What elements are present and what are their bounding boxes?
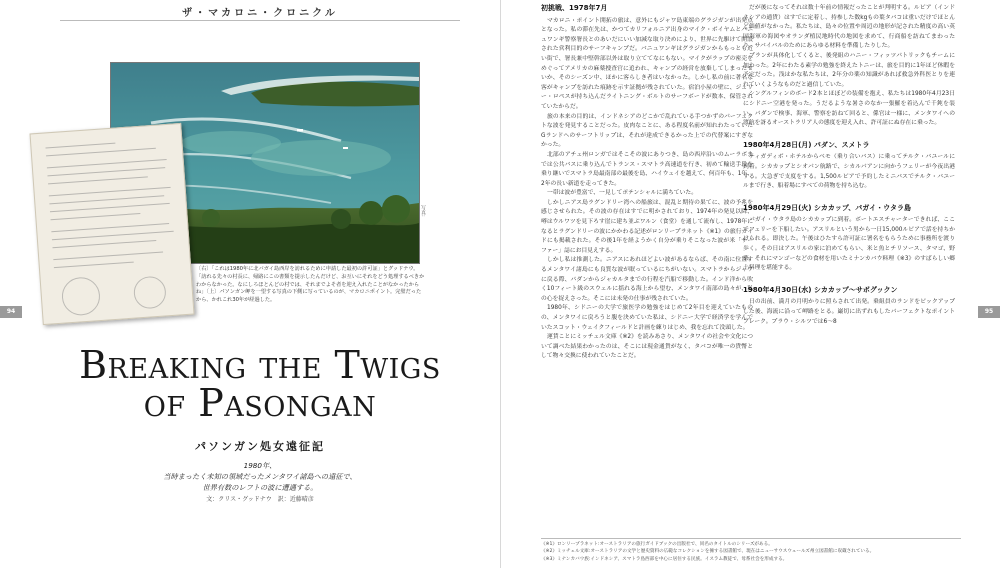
footnote: 《※2》ミッチェル文庫:オーストラリアの文学と歴史資料の広範なコレクションを擁する図書館で、現在はニューサウスウェールズ州立図書館に収蔵されている。 [541,549,875,555]
article-subtitle: パソンガン処女遠征記 [195,440,325,453]
body-paragraph: 運賃ことにミッチェル文庫《※2》を読みあさり、メンタワイの社会や文化について調べた結果わかったのは、そこには現金通貨がなく、タバコが唯一の貨幣として物々交換に使われていたことだ。 [541,334,753,360]
photo-credit: 写真: [420,205,426,217]
headline-line-1: Breaking the Twigs [79,343,441,387]
body-paragraph: パガイ・ウタラ島のシカカップに到着。ボートエスチャーターできれば、ここでフェリーを下船したい。アスリルという男から一日15,000ルピアで話を持ちかけられる。即決した。午後はひたすら許可証に署名をもらうために事務所を渡り歩く。その日はアスリルの家に泊めてもらい、米と魚とチリソース、タマゴ、野菜。それにマンゴーなどの食材を用いたミナンカバウ料理《※3》のすばらしい郷土料理を堪能する。 [743,217,955,272]
body-paragraph: 旅の本来の目的は、インドネシアのどこかで乱れている手つかずのパーフェクトな波を発見することだった。皮肉なことに、ある程度名前が知れわたっていたGランドへのサーフトリップは、それが達成できるかった上での代替案にすぎなかった。 [541,113,753,149]
footnote: 《※3》ミナンカバウ族:インドネシア、スマトラ島西部を中心に居住する民族。イスラム教徒で、母系社会を形成する。 [541,556,788,562]
article-byline: 文：クリス・グッドナウ 訳：近藤晴彦 [206,496,314,503]
body-paragraph: 北部のアチェ州ロンガではそこその波にありつき、島の西岸沿いのムーラボまでは公共バスに乗り込んでトランス・スマトラ高速道を行き、初めて輸送手段を乗り継いでスマトラ島最南部の最後を島、ハイウェイを越えて、何百年も、1年、2年の長い新道を走ってきた。 [541,151,753,187]
lead-line-2: 当時まったく未知の領域だったメンタワイ諸島への遠征で、 [163,472,357,481]
page-number-left: 94 [0,306,22,318]
section-heading: 1980年4月29日(火) シカカップ、パガイ・ウタラ島 [743,203,912,212]
right-page [500,0,1000,568]
body-paragraph: 日の出前、満月の月明かりに照らされて出発。乗組員のランドをピックアップした後、海流に沿って岬路をとる。巌切に出ずれもしたパーフェクトなポイントブレーク。プラウ・シルツでは6〜8 [743,299,955,325]
lead-line-1: 1980年、 [243,461,277,470]
body-paragraph: しかし私は推測した。ニアスにあれほどよい波があるならば、その南に位置するメンタワイ諸島にも良質な波が眠っているにちがいない。スマトラからジャワに戻る際、パダンからジャカルタまでの行程を汽船で移動した。インド洋から吹く10フィート級のスウェルに揺れる海上から望む、メンタワイ南部の島々が、私の心を捉えさった。そこには未発の仕事が残されていた。 [541,257,753,302]
body-paragraph: しかしニアス島ラグンドリー湾への船旅は、混乱と期待の果てに、波の予兆を感じさせられた。その波の存在はすでに明かされており、1974年の発見以降、噂はウルワツを見下ろす崖に建ち並ぶワルン（食堂）を通して流布し、1978年になるとラグンドリーの波にかかわる記述がロンリープラネット《※1》の旅行ガイドにも掲載された。その後1年を経ようかく自分が乗りそこなった波が米「サーファー」誌にお目見えする。 [541,199,753,254]
header-rule [60,20,460,21]
lead-line-3: 世界有数のレフトの波に遭遇する。 [202,483,318,492]
footnote: 《※1》ロンリープラネット:オーストラリアの旅行ガイドブックの出版社で、同名のタイトルのシリーズがある。 [541,542,773,547]
body-paragraph: だが後になってそれは数十年前の情報だったことが判明する。ルピア（インドネシアの通貨）はすでに定着し、持参した数kgもの葉タバコは重いだけでほとんど価値がなかった。私たちは、島々の位置や周辺の地形が記された精度の高い英国海軍の海図やオランダ植民地時代の地図を求めて、行商船を訪ねてまわったり、サバイバルのためにあらゆる材料を準備したりした。 [743,5,955,50]
article-headline [60,343,460,425]
footnote-rule [541,538,961,539]
page-number-right: 95 [978,306,1000,318]
body-paragraph: 1980年、シドニーの大学で旅医学の勉強をはじめて2年目を迎えていたものの、メンタワイに戻ろうと腹を決めていた私は、シドニー大学で経済学を学んでいたスコット・ウェイクフィールドと計画を練りはじめ、我を忘れて没頭した。 [541,305,753,331]
body-paragraph: シングルフィンのボード2本とほぼどの装備を抱え、私たちは1980年4月23日にシドニー空港を発った。うだるような暑さのなか一張羅を着込んで千鈍を装い、パダンで検事、海軍、警察を訪ねて回ると、係官は一様に、メンタワイへの渡航を訝るオーストラリア人の態度を迎え入れ、許可証にぬ存在に乗った。 [743,91,955,127]
body-paragraph: マカロニ・ポイント開拓の旅は、意外にもジャワ島東端のグラジガンが出発点となった。私の滞在先は、かつてカリフォルニア出身のマイク・ボイヤムとバニュワンギ警察署長とのあいだにいい加減な取り決めにより、世界に先駆けて開設された営利目的のサーフキャンプだ。バニュワンギはグラジガンからもっとも近い街で、署長兼中堅幹部以外は取り立ててなにもない。マイクがラップの密売をめぐってアメリカの麻薬捜査官に追われ、キャンプの経営を放棄してしまったせいか、そのシーズン中、ほかに客らしき者はいなかった。しかし私の前に著名な客がキャンプを訪れた痕跡を示す証拠が残されていた。宿泊小屋の壁に、ジェリー・ロペスが持ち込んだライトニング・ボルトのサーフボードが数本、保管されていたからだ。 [541,17,753,110]
series-title: ザ・マカロニ・クロニクル [182,8,338,19]
section-heading: 初挑戦、1978年7月 [541,4,608,12]
headline-line-2: of Pasongan [143,381,377,425]
permit-letter-image [29,123,194,325]
footnotes [541,541,961,563]
article-lead [60,460,460,493]
section-heading: 1980年4月28日(月) パダン、スメトラ [743,140,870,149]
section-heading: 1980年4月30日(水) シカカップ〜サボグックン [743,285,898,294]
body-paragraph: プランが具体化してくると、後発組のハニー・フィッツパトリックもチームに加わった。2年にわたる素学の勉強を終えたトニーは、旅を目的に1年ほど休暇を予定だった。浅はかな私たちは、2年分の薬の知識があれば救急外科医とりを連れていくようなものだと過信していた。 [743,52,955,88]
text-column-1 [541,4,753,362]
photo-caption: 〔右〕「これは1980年に北バガイ島西岸を訪れるために申請した最初の許可証」とグッドナウ。「訪れる先々の村長に、帰路にこの書類を提示したんだけど、お互いにそれをどう処理するべきかわからなかった。なにしろほとんどの村では、それまでよそ者を迎え入れたことがなかったからね」〔上〕パソンガン岬を一望する写真の下側に写っているのが、マカロニポイント。完璧だったから、かれこれ30年が経過した。 [196,266,425,304]
body-paragraph: 一帯は波が豊富で、一見してポテンシャルに満ちていた。 [547,190,697,197]
body-paragraph: ティガディボ・ホテルからベモ（乗り合いバス）に乗ってテルク・バユールに到着。シカカップとシオパン航路で、シカルパアンに向かうフェリーが今夜出港する。大急ぎで支度をする。1,500ルピアで予約したミニバスでテルク・バユールまで行き、船着場にすべての荷物を持ち込む。 [743,154,955,190]
text-column-2 [743,4,955,327]
